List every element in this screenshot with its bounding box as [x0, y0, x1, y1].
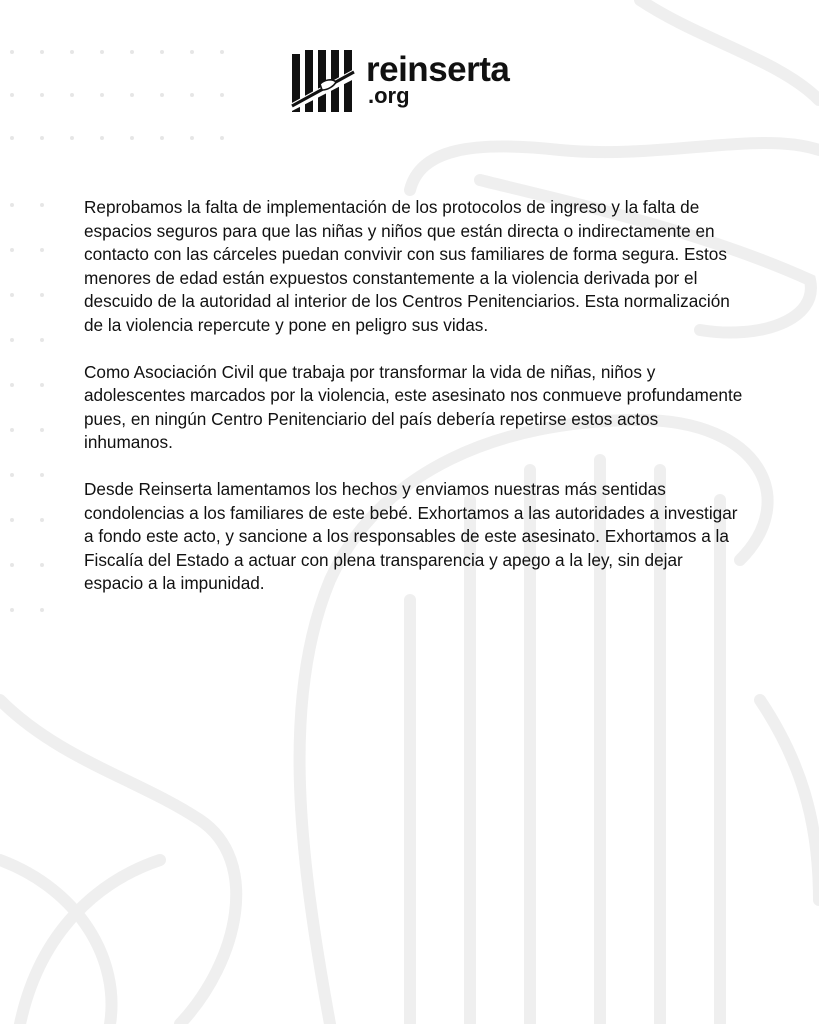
paragraph: Desde Reinserta lamentamos los hechos y enviamos nuestras más sentidas condolencias a los familiares de este bebé. Exhortamos a las autoridades a investigar a fondo este acto, y sancione a los responsables de este asesinato. Exhortamos a la Fiscalía del Estado a actuar con plena transparencia y apego a la ley, sin dejar espacio a la impunidad.	[84, 479, 738, 593]
reinserta-logo	[290, 46, 509, 116]
brand-domain: .org	[368, 83, 410, 108]
paragraph: Reprobamos la falta de implementación de los protocolos de ingreso y la falta de espacios seguros para que las niñas y niños que están directa o indirectamente en contacto con las cárceles puedan convivir con sus familiares de forma segura. Estos menores de edad están expuestos constantemente a la violencia derivada por el descuido de la autoridad al interior de los Centros Penitenciarios. Esta normalización de la violencia repercute y pone en peligro sus vidas.	[84, 197, 730, 335]
paragraph: Como Asociación Civil que trabaja por transformar la vida de niñas, niños y adolescentes marcados por la violencia, este asesinato nos conmueve profundamente pues, en ningún Centro Penitenciario del país debería repetirse estos actos inhumanos.	[84, 361, 743, 452]
brand-name: reinserta	[366, 50, 510, 89]
statement-body	[84, 196, 744, 619]
bars-hand-icon	[290, 46, 356, 116]
